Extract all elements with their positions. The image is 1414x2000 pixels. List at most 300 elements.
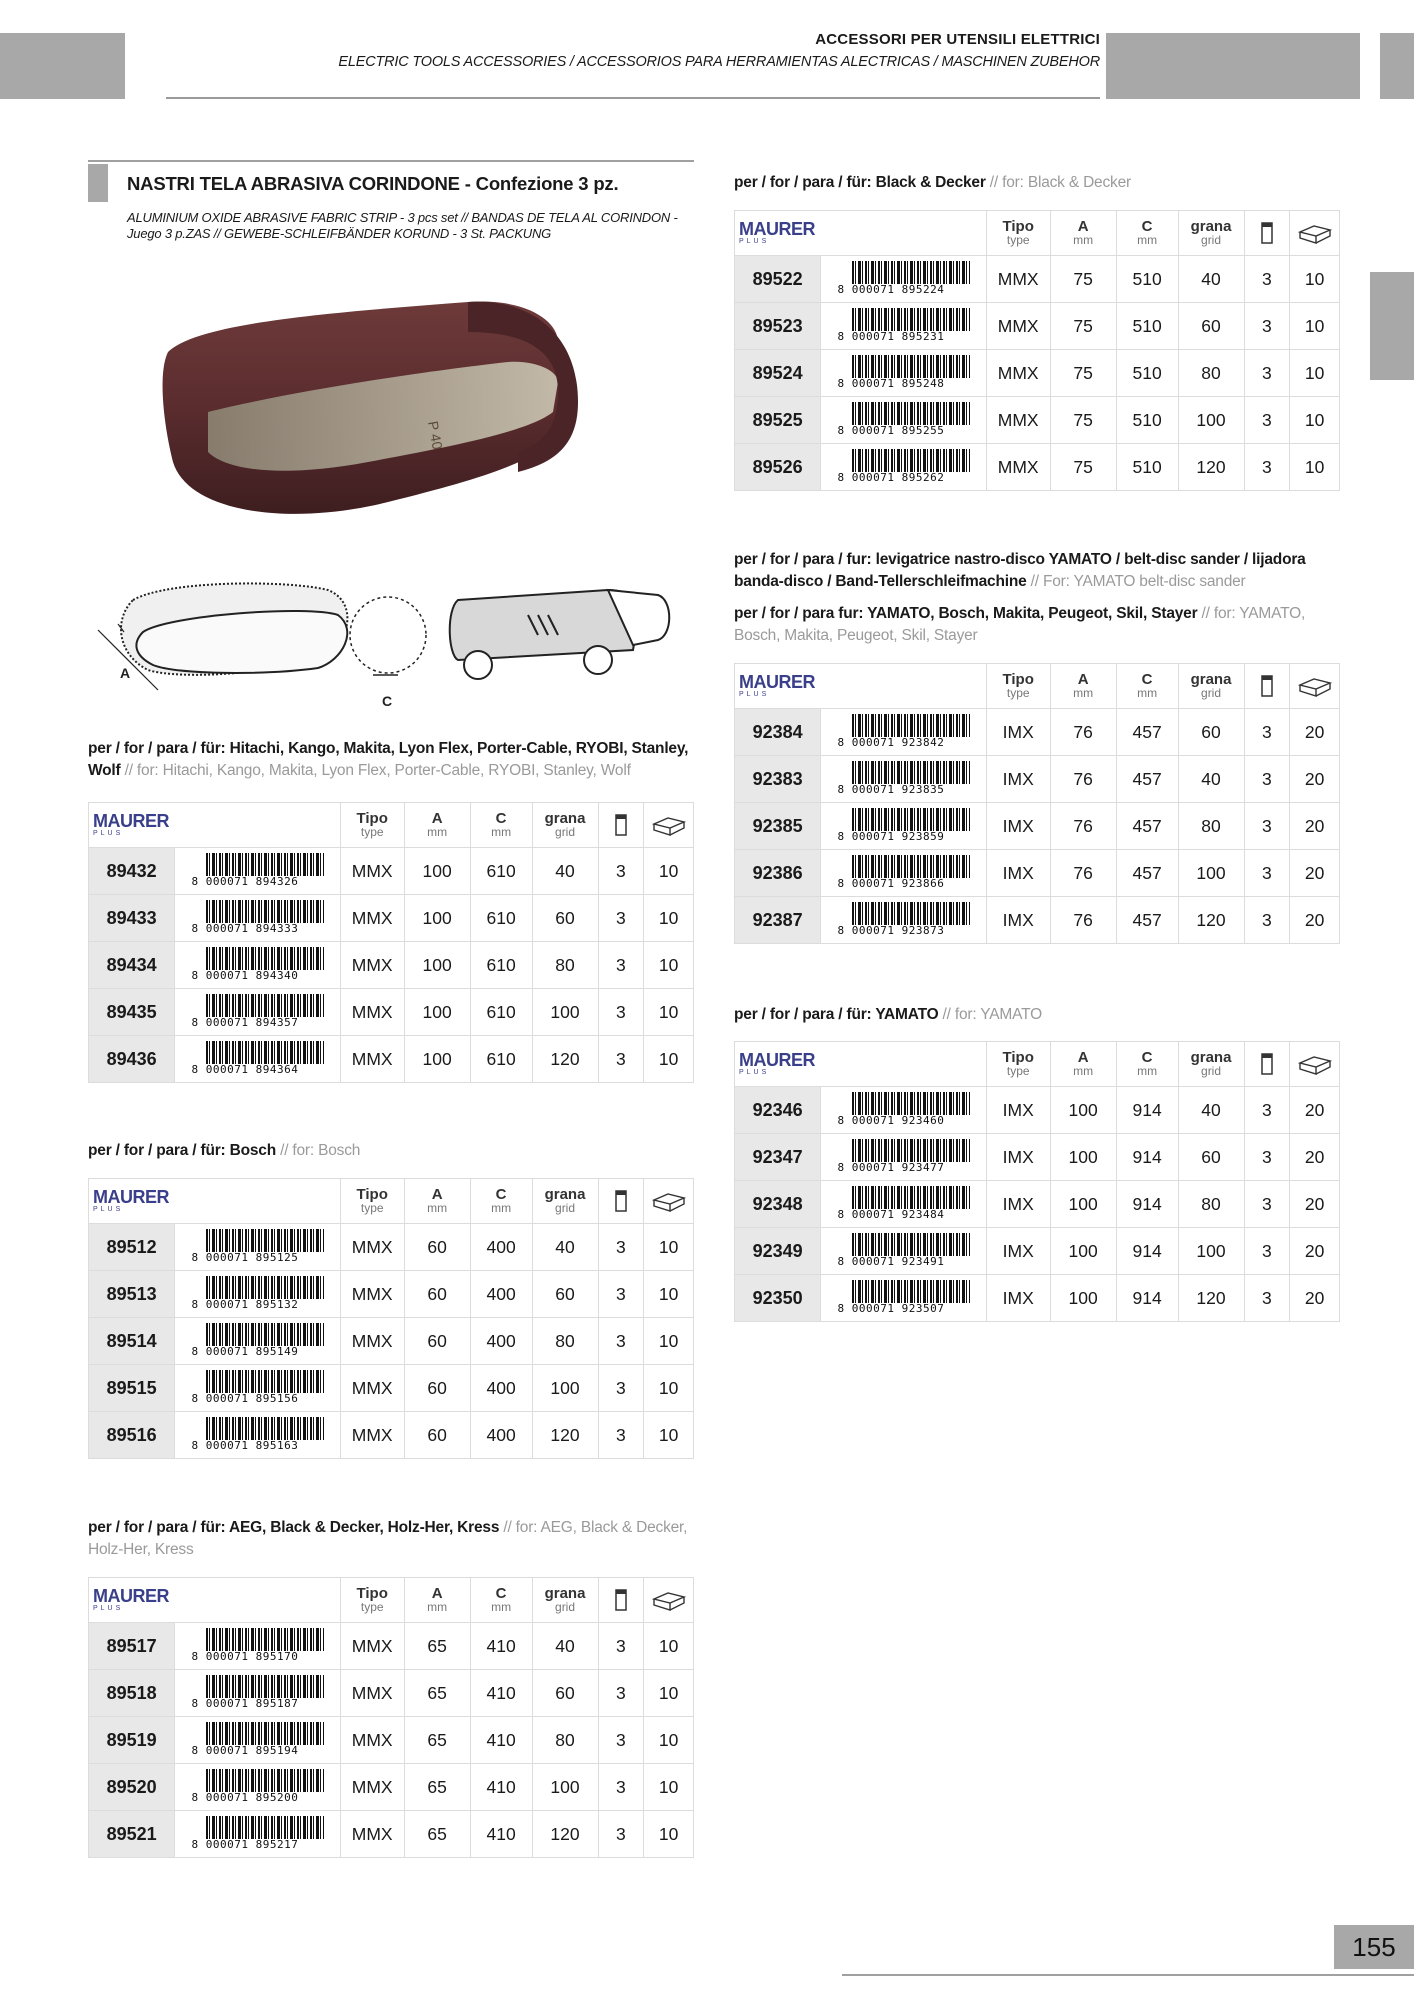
a-value: 60 <box>404 1412 470 1459</box>
c-value: 410 <box>470 1764 532 1811</box>
quantity-header <box>598 1179 644 1224</box>
c-value: 410 <box>470 1717 532 1764</box>
item-code: 89519 <box>89 1717 175 1764</box>
type-value: MMX <box>340 1365 404 1412</box>
quantity-header <box>1244 1042 1290 1087</box>
barcode <box>192 1041 324 1077</box>
section-heading-translation: // For: YAMATO belt-disc sander <box>1026 573 1246 590</box>
table-row <box>735 709 1340 756</box>
barcode-bars <box>852 902 970 926</box>
table-row <box>735 803 1340 850</box>
section-heading-translation: // for: YAMATO, Bosch, Makita, Peugeot, Skil, Stayer <box>734 605 1306 644</box>
c-value: 410 <box>470 1623 532 1670</box>
section-heading-main: per / for / para / für: AEG, Black & Decker, Holz-Her, Kress <box>88 1519 500 1536</box>
quantity-value: 3 <box>1244 897 1290 944</box>
grit-value: 40 <box>532 1623 598 1670</box>
pack-header <box>1290 664 1340 709</box>
section-heading-translation: // for: AEG, Black & Decker, Holz-Her, Kress <box>88 1519 688 1558</box>
pack-value: 10 <box>644 1036 694 1083</box>
table-row <box>735 1087 1340 1134</box>
barcode-bars <box>206 994 324 1018</box>
section-heading <box>88 1140 694 1162</box>
table-row <box>89 1670 694 1717</box>
table-row <box>89 1623 694 1670</box>
a-header <box>404 1578 470 1623</box>
label-a: A <box>120 665 131 681</box>
grit-value: 100 <box>1178 850 1244 897</box>
barcode <box>192 1370 324 1406</box>
type-value: IMX <box>986 1134 1050 1181</box>
grit-value: 100 <box>532 989 598 1036</box>
pack-value: 10 <box>644 848 694 895</box>
ean-number: 8 000071 895194 <box>192 1745 324 1757</box>
barcode-bars <box>206 1041 324 1065</box>
item-code: 92350 <box>735 1275 821 1322</box>
header-edge-block <box>1380 33 1414 99</box>
brand-cell <box>735 211 987 256</box>
ean-number: 8 000071 894364 <box>192 1064 324 1076</box>
brand-cell <box>89 1578 341 1623</box>
pack-value: 10 <box>644 989 694 1036</box>
item-code: 92347 <box>735 1134 821 1181</box>
c-value: 457 <box>1116 897 1178 944</box>
c-value: 914 <box>1116 1134 1178 1181</box>
type-header-label: Tipo <box>356 1585 388 1602</box>
brand-cell <box>89 803 341 848</box>
quantity-value: 3 <box>1244 709 1290 756</box>
label-c: C <box>382 693 393 709</box>
item-code: 92385 <box>735 803 821 850</box>
ean-number: 8 000071 895125 <box>192 1252 324 1264</box>
type-header-label: Tipo <box>356 1186 388 1203</box>
barcode <box>838 714 970 750</box>
barcode-cell <box>821 1134 986 1181</box>
table-row <box>89 1318 694 1365</box>
pack-value: 10 <box>644 1412 694 1459</box>
type-value: MMX <box>986 397 1050 444</box>
barcode-cell <box>821 756 986 803</box>
product-title: NASTRI TELA ABRASIVA CORINDONE - Confezione 3 pz. <box>127 173 619 194</box>
type-header <box>340 1578 404 1623</box>
ean-number: 8 000071 923491 <box>838 1256 970 1268</box>
c-value: 510 <box>1116 444 1178 491</box>
quantity-value: 3 <box>1244 444 1290 491</box>
grit-value: 60 <box>1178 709 1244 756</box>
ean-number: 8 000071 923866 <box>838 878 970 890</box>
barcode-bars <box>852 1280 970 1304</box>
ean-number: 8 000071 895248 <box>838 378 970 390</box>
barcode <box>838 902 970 938</box>
product-table <box>734 210 1340 491</box>
quantity-value: 3 <box>1244 850 1290 897</box>
table-row <box>89 1271 694 1318</box>
a-value: 65 <box>404 1764 470 1811</box>
barcode-bars <box>852 308 970 332</box>
quantity-header <box>1244 211 1290 256</box>
c-header <box>1116 664 1178 709</box>
barcode <box>192 1722 324 1758</box>
barcode-cell <box>175 1764 340 1811</box>
item-code: 89433 <box>89 895 175 942</box>
barcode-cell <box>821 1228 986 1275</box>
quantity-value: 3 <box>598 1717 644 1764</box>
type-header-unit: type <box>1006 1064 1030 1078</box>
c-header-unit: mm <box>491 1201 512 1215</box>
piece-count-icon <box>1260 674 1274 698</box>
barcode-bars <box>852 761 970 785</box>
pack-header <box>644 1578 694 1623</box>
item-code: 89520 <box>89 1764 175 1811</box>
item-code: 89515 <box>89 1365 175 1412</box>
grit-value: 40 <box>1178 1087 1244 1134</box>
a-header-label: A <box>431 1585 443 1602</box>
a-value: 100 <box>404 848 470 895</box>
barcode-bars <box>206 900 324 924</box>
brand-cell <box>735 1042 987 1087</box>
grit-header-unit: grid <box>1201 686 1222 700</box>
c-value: 457 <box>1116 756 1178 803</box>
pack-header <box>1290 211 1340 256</box>
product-table <box>88 1577 694 1858</box>
grit-header-label: grana <box>544 1186 586 1203</box>
type-value: MMX <box>340 1036 404 1083</box>
quantity-value: 3 <box>598 1670 644 1717</box>
product-table <box>734 663 1340 944</box>
pack-value: 20 <box>1290 897 1340 944</box>
quantity-header <box>598 1578 644 1623</box>
barcode-bars <box>852 714 970 738</box>
barcode-cell <box>821 897 986 944</box>
c-value: 914 <box>1116 1087 1178 1134</box>
barcode-cell <box>175 1036 340 1083</box>
pack-value: 10 <box>644 942 694 989</box>
a-header-unit: mm <box>427 1600 448 1614</box>
c-value: 410 <box>470 1670 532 1717</box>
barcode-cell <box>175 1224 340 1271</box>
ean-number: 8 000071 895187 <box>192 1698 324 1710</box>
grit-header-label: grana <box>1190 1049 1232 1066</box>
a-value: 65 <box>404 1717 470 1764</box>
ean-number: 8 000071 923835 <box>838 784 970 796</box>
ean-number: 8 000071 895217 <box>192 1839 324 1851</box>
section-heading-translation: // for: Black & Decker <box>985 174 1131 191</box>
table-row <box>89 942 694 989</box>
pack-value: 10 <box>644 1670 694 1717</box>
table-row <box>735 303 1340 350</box>
pack-value: 20 <box>1290 803 1340 850</box>
quantity-value: 3 <box>598 1271 644 1318</box>
maurer-logo: MAURER <box>93 811 169 831</box>
type-value: MMX <box>340 1764 404 1811</box>
type-value: MMX <box>340 1271 404 1318</box>
type-header <box>986 664 1050 709</box>
grit-value: 120 <box>1178 444 1244 491</box>
quantity-value: 3 <box>1244 1181 1290 1228</box>
grit-value: 40 <box>532 1224 598 1271</box>
a-header-unit: mm <box>1073 686 1094 700</box>
type-value: IMX <box>986 709 1050 756</box>
barcode <box>192 947 324 983</box>
quantity-value: 3 <box>598 1365 644 1412</box>
section-heading-main: per / for / para / fur: levigatrice nastro-disco YAMATO / belt-disc sander / lijadora banda-disco / Band-Tellerschleifmachine <box>734 551 1306 590</box>
type-value: MMX <box>986 303 1050 350</box>
grit-value: 80 <box>1178 350 1244 397</box>
ean-number: 8 000071 923484 <box>838 1209 970 1221</box>
item-code: 89513 <box>89 1271 175 1318</box>
grit-header <box>1178 1042 1244 1087</box>
barcode <box>838 261 970 297</box>
a-header-unit: mm <box>1073 233 1094 247</box>
pack-value: 10 <box>644 1764 694 1811</box>
quantity-value: 3 <box>1244 397 1290 444</box>
ean-number: 8 000071 923460 <box>838 1115 970 1127</box>
a-value: 76 <box>1050 897 1116 944</box>
grit-header-unit: grid <box>555 1600 576 1614</box>
type-value: MMX <box>340 895 404 942</box>
grit-header <box>1178 664 1244 709</box>
pack-value: 10 <box>1290 350 1340 397</box>
grit-value: 80 <box>532 1717 598 1764</box>
c-value: 610 <box>470 895 532 942</box>
maurer-logo-sub: PLUS <box>739 691 770 698</box>
item-code: 89436 <box>89 1036 175 1083</box>
ean-number: 8 000071 894357 <box>192 1017 324 1029</box>
barcode <box>192 1229 324 1265</box>
item-code: 92387 <box>735 897 821 944</box>
item-code: 89432 <box>89 848 175 895</box>
a-header-label: A <box>1077 218 1089 235</box>
pack-value: 20 <box>1290 756 1340 803</box>
grit-value: 40 <box>532 848 598 895</box>
item-code: 89526 <box>735 444 821 491</box>
a-value: 76 <box>1050 850 1116 897</box>
type-header-label: Tipo <box>1002 671 1034 688</box>
barcode <box>838 761 970 797</box>
a-value: 75 <box>1050 397 1116 444</box>
quantity-value: 3 <box>598 895 644 942</box>
grit-value: 60 <box>1178 303 1244 350</box>
barcode-bars <box>206 1276 324 1300</box>
item-code: 92349 <box>735 1228 821 1275</box>
maurer-logo: MAURER <box>739 1050 815 1070</box>
type-value: MMX <box>340 989 404 1036</box>
package-box-icon <box>652 1190 686 1212</box>
pack-header <box>644 803 694 848</box>
grit-header-unit: grid <box>1201 1064 1222 1078</box>
maurer-logo-sub: PLUS <box>739 1069 770 1076</box>
grit-value: 120 <box>532 1036 598 1083</box>
barcode-cell <box>821 1275 986 1322</box>
barcode-bars <box>852 449 970 473</box>
type-value: MMX <box>986 444 1050 491</box>
c-value: 400 <box>470 1318 532 1365</box>
table-row <box>89 1412 694 1459</box>
grit-value: 120 <box>532 1412 598 1459</box>
pack-value: 20 <box>1290 1181 1340 1228</box>
barcode-cell <box>175 848 340 895</box>
barcode-cell <box>175 1365 340 1412</box>
maurer-logo: MAURER <box>93 1586 169 1606</box>
pack-value: 10 <box>1290 444 1340 491</box>
pack-value: 10 <box>1290 303 1340 350</box>
barcode-cell <box>175 1412 340 1459</box>
type-value: MMX <box>986 350 1050 397</box>
ean-number: 8 000071 895149 <box>192 1346 324 1358</box>
type-value: IMX <box>986 897 1050 944</box>
type-value: MMX <box>340 1717 404 1764</box>
barcode-bars <box>206 1229 324 1253</box>
table-row <box>89 1224 694 1271</box>
header-subtitle: ELECTRIC TOOLS ACCESSORIES / ACCESSORIOS PARA HERRAMIENTAS ALECTRICAS / MASCHINEN ZUBEHOR <box>338 54 1100 70</box>
a-value: 75 <box>1050 350 1116 397</box>
package-box-icon <box>1298 1053 1332 1075</box>
barcode <box>192 1276 324 1312</box>
barcode-cell <box>175 895 340 942</box>
barcode-bars <box>206 1323 324 1347</box>
type-value: MMX <box>340 1670 404 1717</box>
grit-value: 60 <box>532 1670 598 1717</box>
table-row <box>735 1228 1340 1275</box>
table-row <box>89 848 694 895</box>
maurer-logo: MAURER <box>93 1187 169 1207</box>
page-number: 155 <box>1352 1932 1396 1962</box>
a-value: 65 <box>404 1670 470 1717</box>
type-value: IMX <box>986 850 1050 897</box>
table-row <box>89 1036 694 1083</box>
barcode-cell <box>821 803 986 850</box>
grit-value: 100 <box>1178 397 1244 444</box>
ean-number: 8 000071 895262 <box>838 472 970 484</box>
barcode-bars <box>852 855 970 879</box>
barcode-bars <box>852 1186 970 1210</box>
section-heading-main: per / for / para fur: YAMATO, Bosch, Makita, Peugeot, Skil, Stayer <box>734 605 1198 622</box>
a-header <box>404 803 470 848</box>
pack-value: 20 <box>1290 1275 1340 1322</box>
belt-dimension-diagram <box>88 560 694 720</box>
quantity-value: 3 <box>1244 756 1290 803</box>
section-heading-translation: // for: YAMATO <box>938 1006 1042 1023</box>
table-row <box>89 989 694 1036</box>
type-header-unit: type <box>360 1201 384 1215</box>
a-value: 75 <box>1050 256 1116 303</box>
section-heading <box>88 738 694 782</box>
section-heading-main: per / for / para / für: Bosch <box>88 1142 276 1159</box>
item-code: 89435 <box>89 989 175 1036</box>
pack-value: 20 <box>1290 1228 1340 1275</box>
a-header <box>1050 211 1116 256</box>
item-code: 89517 <box>89 1623 175 1670</box>
c-value: 610 <box>470 1036 532 1083</box>
ean-number: 8 000071 895200 <box>192 1792 324 1804</box>
package-box-icon <box>652 814 686 836</box>
quantity-value: 3 <box>598 1412 644 1459</box>
type-header <box>986 211 1050 256</box>
type-header-unit: type <box>360 1600 384 1614</box>
table-row <box>735 756 1340 803</box>
type-header-unit: type <box>1006 233 1030 247</box>
header-right-block <box>1106 33 1360 99</box>
quantity-header <box>1244 664 1290 709</box>
belt-sander-sketch <box>450 590 670 679</box>
section-heading-translation: // for: Bosch <box>275 1142 361 1159</box>
barcode-bars <box>852 402 970 426</box>
barcode <box>838 1233 970 1269</box>
header-title: ACCESSORI PER UTENSILI ELETTRICI <box>815 31 1100 48</box>
grit-value: 40 <box>1178 256 1244 303</box>
grit-value: 60 <box>532 895 598 942</box>
ean-number: 8 000071 894333 <box>192 923 324 935</box>
section-heading-main: per / for / para / für: Hitachi, Kango, Makita, Lyon Flex, Porter-Cable, RYOBI, Stanley, Wolf <box>88 740 689 779</box>
quantity-value: 3 <box>598 1224 644 1271</box>
barcode-cell <box>821 444 986 491</box>
footer-rule <box>842 1974 1414 1976</box>
quantity-value: 3 <box>1244 1228 1290 1275</box>
barcode-cell <box>821 397 986 444</box>
a-value: 75 <box>1050 303 1116 350</box>
product-table <box>88 802 694 1083</box>
ean-number: 8 000071 895156 <box>192 1393 324 1405</box>
header-rule <box>166 97 1100 99</box>
barcode-bars <box>852 261 970 285</box>
barcode-cell <box>175 1670 340 1717</box>
pack-value: 20 <box>1290 1087 1340 1134</box>
ean-number: 8 000071 923507 <box>838 1303 970 1315</box>
grit-header <box>1178 211 1244 256</box>
barcode-bars <box>206 1816 324 1840</box>
grit-value: 60 <box>532 1271 598 1318</box>
barcode <box>838 355 970 391</box>
table-row <box>735 444 1340 491</box>
ean-number: 8 000071 894340 <box>192 970 324 982</box>
barcode-cell <box>821 350 986 397</box>
section-heading <box>88 1517 694 1561</box>
c-header-unit: mm <box>1137 686 1158 700</box>
piece-count-icon <box>614 1588 628 1612</box>
c-value: 457 <box>1116 850 1178 897</box>
quantity-value: 3 <box>598 942 644 989</box>
barcode <box>192 1769 324 1805</box>
item-code: 89516 <box>89 1412 175 1459</box>
package-box-icon <box>652 1589 686 1611</box>
barcode-bars <box>852 1233 970 1257</box>
barcode-cell <box>175 1717 340 1764</box>
type-value: MMX <box>340 848 404 895</box>
type-value: IMX <box>986 1228 1050 1275</box>
grit-header-label: grana <box>1190 218 1232 235</box>
c-header-label: C <box>1141 1049 1153 1066</box>
grit-header-unit: grid <box>555 825 576 839</box>
a-value: 100 <box>1050 1228 1116 1275</box>
c-value: 610 <box>470 989 532 1036</box>
product-table <box>88 1178 694 1459</box>
quantity-value: 3 <box>1244 350 1290 397</box>
a-header-label: A <box>431 1186 443 1203</box>
a-header-label: A <box>1077 671 1089 688</box>
barcode <box>838 1092 970 1128</box>
barcode <box>192 853 324 889</box>
item-code: 92384 <box>735 709 821 756</box>
c-value: 914 <box>1116 1181 1178 1228</box>
pack-value: 10 <box>644 1224 694 1271</box>
barcode <box>838 402 970 438</box>
type-header <box>340 1179 404 1224</box>
c-value: 400 <box>470 1224 532 1271</box>
quantity-header <box>598 803 644 848</box>
c-header-label: C <box>1141 671 1153 688</box>
table-row <box>735 897 1340 944</box>
grit-value: 60 <box>1178 1134 1244 1181</box>
a-value: 75 <box>1050 444 1116 491</box>
